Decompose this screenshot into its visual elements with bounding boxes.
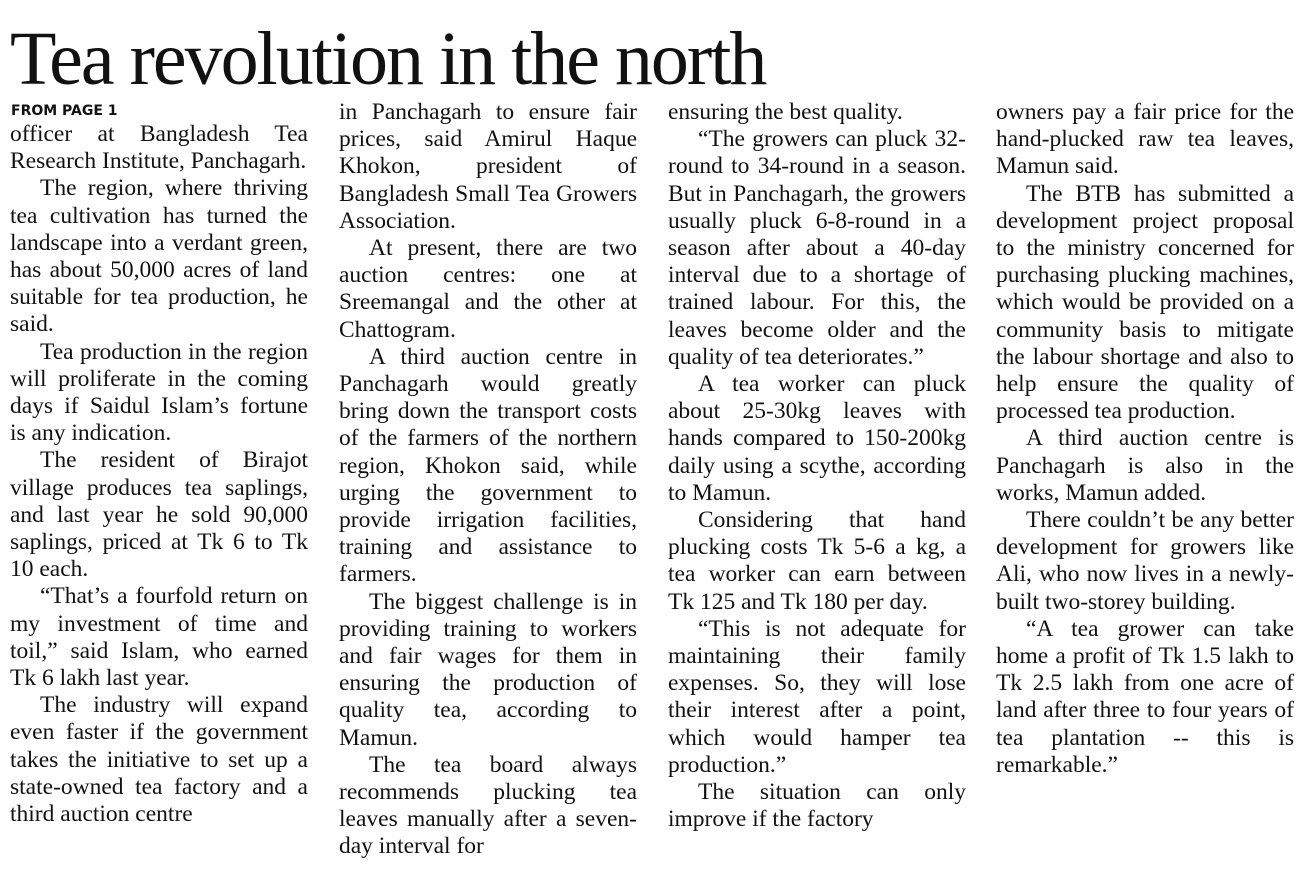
paragraph: A third auction centre is Panchagarh is also in the works, Mamun added. [996, 425, 1294, 506]
article-column-2 [339, 99, 637, 861]
paragraph: A tea worker can pluck about 25-30kg leaves with hands compared to 150-200kg daily using a scythe, according to Mamun. [668, 371, 966, 506]
paragraph: The resident of Birajot village produces tea saplings, and last year he sold 90,000 saplings, priced at Tk 6 to Tk 10 each. [10, 447, 308, 583]
paragraph: At present, there are two auction centres: one at Sreemangal and the other at Chattogram. [339, 235, 637, 343]
paragraph: The biggest challenge is in providing training to workers and fair wages for them in ensuring the production of quality tea, according to Mamun. [339, 588, 637, 751]
paragraph: “The growers can pluck 32-round to 34-round in a season. But in Panchagarh, the growers usually pluck 6-8-round in a season after about a 40-day interval due to a shortage of trained labour. For this, the leaves become older and the quality of tea deteriorates.” [668, 126, 966, 370]
paragraph: Tea production in the region will proliferate in the coming days if Saidul Islam’s fortune is any indication. [10, 338, 308, 447]
paragraph: “This is not adequate for maintaining their family expenses. So, they will lose their interest after a point, which would hamper tea production.” [668, 615, 966, 778]
article-column-1 [10, 121, 308, 828]
paragraph: The situation can only improve if the factory [668, 779, 966, 833]
paragraph: “A tea grower can take home a profit of Tk 1.5 lakh to Tk 2.5 lakh from one acre of land after three to four years of tea plantation -- this is remarkable.” [996, 615, 1294, 778]
article-column-3 [668, 99, 966, 833]
paragraph: owners pay a fair price for the hand-plucked raw tea leaves, Mamun said. [996, 99, 1294, 180]
paragraph: The industry will expand even faster if the government takes the initiative to set up a state-owned tea factory and a third auction centre [10, 692, 308, 828]
paragraph: There couldn’t be any better development for growers like Ali, who now lives in a newly-built two-storey building. [996, 507, 1294, 615]
paragraph: A third auction centre in Panchagarh would greatly bring down the transport costs of the farmers of the northern region, Khokon said, while urging the government to provide irrigation facilities, training and assistance to farmers. [339, 343, 637, 588]
paragraph: “That’s a fourfold return on my investment of time and toil,” said Islam, who earned Tk 6 lakh last year. [10, 583, 308, 692]
paragraph: The BTB has submitted a development project proposal to the ministry concerned for purchasing plucking machines, which would be provided on a community basis to mitigate the labour shortage and also to help ensure the quality of processed tea production. [996, 180, 1294, 425]
headline: Tea revolution in the north [10, 17, 766, 101]
paragraph: ensuring the best quality. [668, 99, 903, 125]
paragraph: The region, where thriving tea cultivation has turned the landscape into a verdant green, has about 50,000 acres of land suitable for tea production, he said. [10, 175, 308, 338]
paragraph: The tea board always recommends plucking tea leaves manually after a seven-day interval for [339, 751, 637, 860]
paragraph: in Panchagarh to ensure fair prices, said Amirul Haque Khokon, president of Bangladesh Small Tea Growers Association. [339, 99, 637, 234]
article-column-4 [996, 99, 1294, 779]
paragraph: Considering that hand plucking costs Tk 5-6 a kg, a tea worker can earn between Tk 125 and Tk 180 per day. [668, 507, 966, 615]
paragraph: officer at Bangladesh Tea Research Institute, Panchagarh. [10, 121, 308, 175]
kicker-from-page: FROM PAGE 1 [11, 103, 118, 119]
